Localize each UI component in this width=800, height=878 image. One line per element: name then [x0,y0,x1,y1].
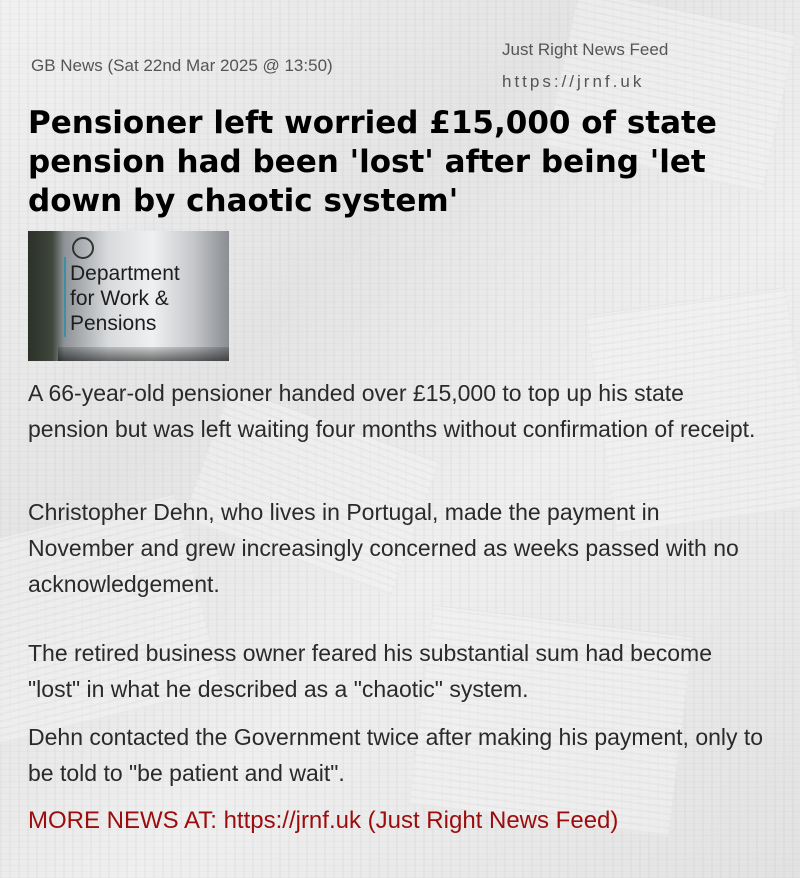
sign-shadow [58,347,229,361]
headline: Pensioner left worried £15,000 of state pension had been 'lost' after being 'let down by chaotic system' [28,105,717,219]
source-line: GB News (Sat 22nd Mar 2025 @ 13:50) [31,56,333,75]
paragraph-4: Dehn contacted the Government twice after making his payment, only to be told to "be patient and wait". [28,724,764,786]
paragraph-2: Christopher Dehn, who lives in Portugal, made the payment in November and grew increasingly concerned as weeks passed with no acknowledgement. [28,499,739,597]
feed-url[interactable]: https://jrnf.uk [502,72,645,91]
paragraph-1: A 66-year-old pensioner handed over £15,000 to top up his state pension but was left waiting four months without confirmation of receipt. [28,380,756,442]
more-news-link[interactable]: MORE NEWS AT: https://jrnf.uk (Just Right News Feed) [28,807,619,834]
paragraph-3: The retired business owner feared his substantial sum had become "lost" in what he described as a "chaotic" system. [28,640,712,702]
royal-crest-icon [72,237,94,259]
article-photo [28,231,229,361]
feed-name: Just Right News Feed [502,40,669,59]
dwp-sign-text: Department for Work & Pensions [70,262,180,335]
sign-accent-line [64,257,66,337]
